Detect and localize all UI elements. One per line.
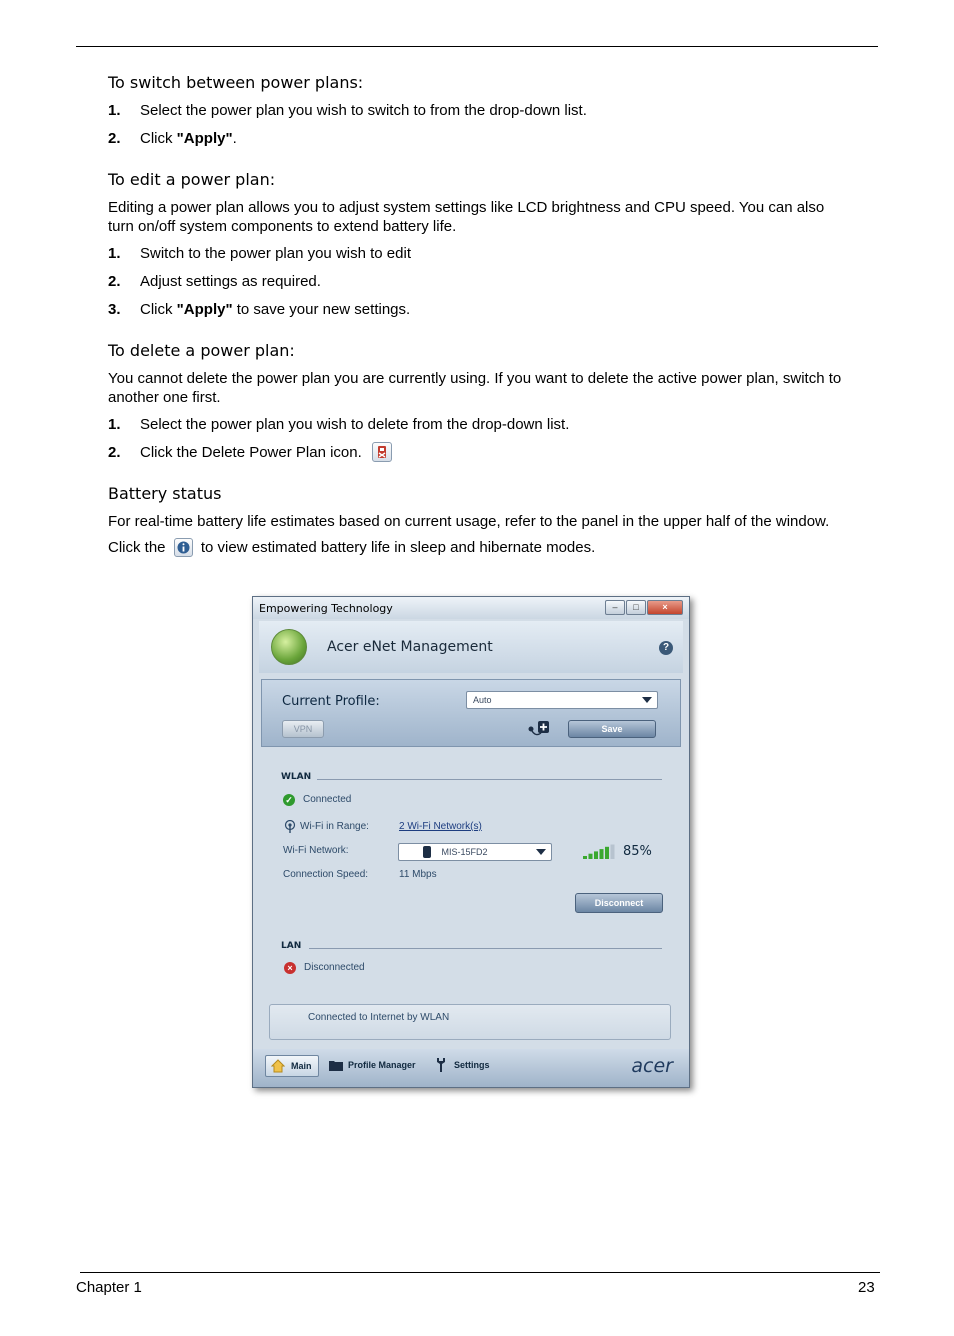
disconnected-x-icon: × bbox=[284, 962, 296, 974]
signal-bar bbox=[611, 845, 615, 860]
signal-bar bbox=[600, 849, 604, 859]
wlan-status: Connected bbox=[303, 794, 352, 805]
switch-step-1: 1. Select the power plan you wish to switch to from the drop-down list. bbox=[108, 102, 587, 119]
wifi-in-range-label: Wi-Fi in Range: bbox=[300, 821, 369, 832]
lock-icon bbox=[423, 846, 431, 858]
status-text: Connected to Internet by WLAN bbox=[308, 1012, 450, 1023]
help-icon[interactable]: ? bbox=[659, 641, 673, 655]
nav-settings[interactable]: Settings bbox=[435, 1055, 499, 1075]
heading-battery-status: Battery status bbox=[108, 484, 222, 503]
enet-management-window bbox=[252, 596, 690, 1088]
info-icon bbox=[174, 538, 193, 557]
delete-step-2: 2. Click the Delete Power Plan icon. bbox=[108, 443, 392, 463]
signal-bar bbox=[594, 851, 598, 859]
signal-bar bbox=[589, 854, 593, 859]
profile-select[interactable]: Auto bbox=[466, 691, 658, 709]
window-title: Empowering Technology bbox=[259, 602, 393, 615]
connection-speed-value: 11 Mbps bbox=[399, 869, 437, 880]
minimize-icon[interactable]: – bbox=[605, 600, 625, 615]
delete-power-plan-icon bbox=[372, 442, 392, 462]
save-button[interactable]: Save bbox=[568, 720, 656, 738]
wifi-network-label: Wi-Fi Network: bbox=[283, 845, 349, 856]
status-bar bbox=[269, 1004, 671, 1040]
wifi-in-range-link[interactable]: 2 Wi-Fi Network(s) bbox=[399, 821, 482, 832]
acer-logo: acer bbox=[631, 1055, 673, 1077]
folder-icon bbox=[329, 1059, 343, 1071]
edit-step-1: 1. Switch to the power plan you wish to edit bbox=[108, 245, 411, 262]
heading-delete-plan: To delete a power plan: bbox=[108, 341, 295, 360]
wifi-network-select[interactable]: MIS-15FD2 bbox=[398, 843, 552, 861]
chevron-down-icon bbox=[642, 697, 652, 703]
app-title: Acer eNet Management bbox=[327, 639, 493, 655]
signal-bar bbox=[605, 847, 609, 859]
maximize-icon[interactable]: □ bbox=[626, 600, 646, 615]
current-profile-label: Current Profile: bbox=[282, 694, 380, 709]
switch-step-2: 2. Click "Apply". bbox=[108, 130, 237, 147]
battery-paragraph-2: Click the to view estimated battery life in sleep and hibernate modes. bbox=[108, 539, 596, 556]
delete-paragraph: You cannot delete the power plan you are currently using. If you want to delete the active power plan, switch to another one first. bbox=[108, 370, 842, 406]
heading-edit-plan: To edit a power plan: bbox=[108, 170, 276, 189]
signal-strength-icon bbox=[583, 843, 617, 859]
wlan-divider bbox=[317, 779, 662, 780]
signal-bar bbox=[583, 856, 587, 859]
lan-divider bbox=[309, 948, 662, 949]
connected-check-icon: ✓ bbox=[283, 794, 295, 806]
edit-step-2: 2. Adjust settings as required. bbox=[108, 273, 321, 290]
add-profile-icon[interactable] bbox=[527, 720, 551, 738]
bottom-navigation bbox=[253, 1049, 689, 1087]
edit-step-3: 3. Click "Apply" to save your new settings. bbox=[108, 301, 411, 318]
vpn-button[interactable]: VPN bbox=[282, 720, 324, 738]
heading-switch-plans: To switch between power plans: bbox=[108, 73, 364, 92]
connection-speed-label: Connection Speed: bbox=[283, 869, 369, 880]
footer-page-number: 23 bbox=[858, 1279, 875, 1296]
enet-logo-icon bbox=[271, 629, 307, 665]
chevron-down-icon bbox=[536, 849, 546, 855]
delete-step-1: 1. Select the power plan you wish to delete from the drop-down list. bbox=[108, 416, 570, 433]
footer-rule bbox=[80, 1272, 880, 1273]
signal-percent: 85% bbox=[623, 844, 652, 859]
close-icon[interactable]: × bbox=[647, 600, 683, 615]
disconnect-button[interactable]: Disconnect bbox=[575, 893, 663, 913]
header-rule bbox=[76, 46, 878, 47]
edit-paragraph: Editing a power plan allows you to adjust system settings like LCD brightness and CPU speed. You can also turn on/off system components to extend battery life. bbox=[108, 199, 825, 235]
profile-panel bbox=[261, 679, 681, 747]
battery-paragraph-1: For real-time battery life estimates based on current usage, refer to the panel in the upper half of the window. bbox=[108, 513, 830, 530]
home-icon bbox=[271, 1059, 285, 1073]
app-header bbox=[259, 621, 683, 673]
wrench-icon bbox=[435, 1057, 447, 1073]
connection-panel bbox=[261, 751, 679, 1031]
wlan-label: WLAN bbox=[281, 772, 312, 782]
footer-chapter: Chapter 1 bbox=[76, 1279, 142, 1296]
wifi-antenna-icon bbox=[283, 820, 297, 834]
nav-profile-manager[interactable]: Profile Manager bbox=[329, 1055, 425, 1075]
lan-label: LAN bbox=[281, 941, 302, 951]
lan-status: Disconnected bbox=[304, 962, 365, 973]
nav-main[interactable]: Main bbox=[265, 1055, 319, 1077]
window-title-bar bbox=[253, 597, 689, 619]
